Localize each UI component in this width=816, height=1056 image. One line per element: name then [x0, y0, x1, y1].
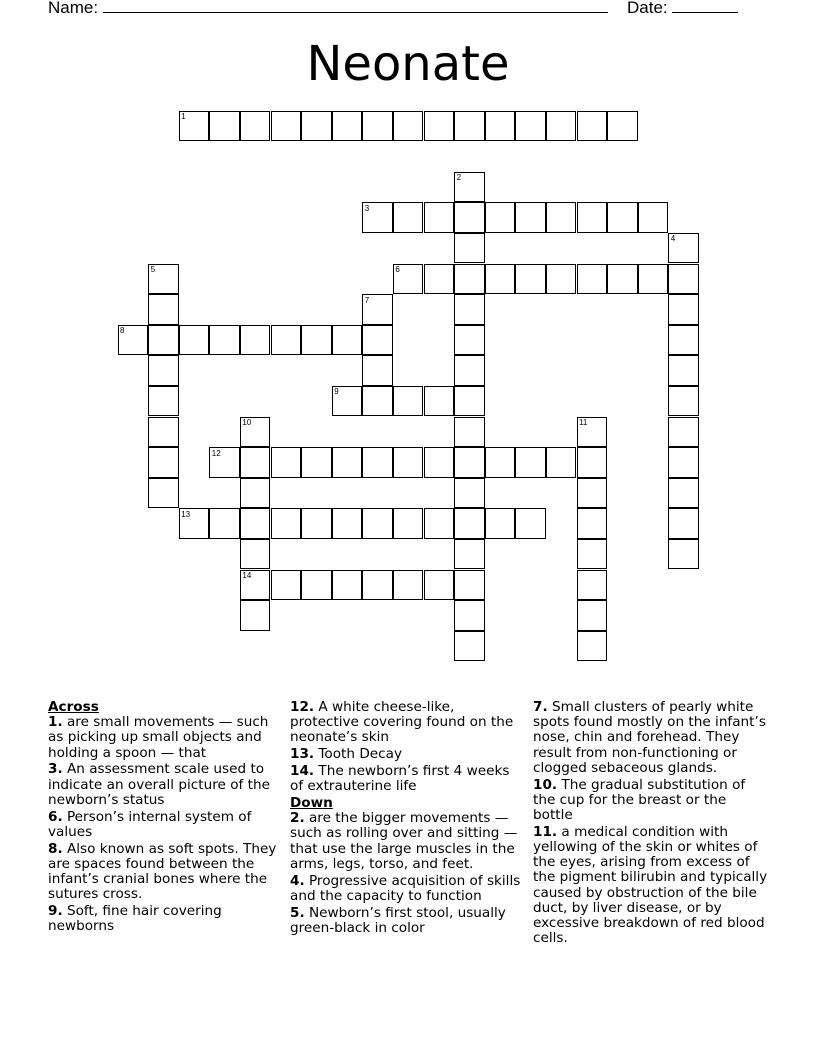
- grid-cell[interactable]: [209, 111, 240, 142]
- grid-cell[interactable]: [577, 600, 608, 631]
- grid-cell[interactable]: [148, 478, 179, 509]
- grid-cell[interactable]: [454, 478, 485, 509]
- grid-cell[interactable]: [240, 478, 271, 509]
- grid-cell[interactable]: [515, 447, 546, 478]
- grid-cell[interactable]: [271, 447, 302, 478]
- grid-cell[interactable]: [240, 325, 271, 356]
- grid-cell[interactable]: [332, 508, 363, 539]
- clue-number: 2: [456, 173, 462, 183]
- grid-cell[interactable]: [577, 570, 608, 601]
- grid-cell[interactable]: [362, 570, 393, 601]
- grid-cell[interactable]: [577, 264, 608, 295]
- grid-cell[interactable]: [148, 447, 179, 478]
- grid-cell[interactable]: [577, 478, 608, 509]
- grid-cell[interactable]: [424, 386, 455, 417]
- grid-cell[interactable]: [515, 508, 546, 539]
- grid-cell[interactable]: [424, 111, 455, 142]
- grid-cell[interactable]: [424, 570, 455, 601]
- across-clue-3: 3. An assessment scale used to indicate an overall picture of the newborn’s status: [48, 761, 270, 808]
- grid-cell[interactable]: [424, 447, 455, 478]
- clue-number: 11: [579, 418, 588, 427]
- grid-cell[interactable]: [577, 202, 608, 233]
- grid-cell[interactable]: [454, 233, 485, 264]
- grid-cell[interactable]: [454, 294, 485, 325]
- grid-cell[interactable]: [515, 202, 546, 233]
- clue-number: 3: [364, 203, 370, 213]
- grid-cell[interactable]: [393, 111, 424, 142]
- grid-cell[interactable]: [179, 325, 210, 356]
- grid-cell[interactable]: [546, 447, 577, 478]
- grid-cell[interactable]: [607, 202, 638, 233]
- puzzle-title: Neonate: [306, 36, 510, 92]
- grid-cell[interactable]: [454, 570, 485, 601]
- grid-cell[interactable]: [668, 447, 699, 478]
- down-clue-2: 2. are the bigger movements — such as rolling over and sitting — that use the large muscles in the arms, legs, torso, and feet.: [290, 810, 518, 872]
- across-clue-1: 1. are small movements — such as picking up small objects and holding a spoon — that: [48, 714, 269, 761]
- grid-cell[interactable]: [668, 355, 699, 386]
- down-clue-4: 4. Progressive acquisition of skills and the capacity to function: [290, 872, 521, 904]
- grid-cell[interactable]: [301, 447, 332, 478]
- across-heading: Across: [48, 699, 99, 715]
- grid-cell[interactable]: [148, 417, 179, 448]
- grid-cell[interactable]: [546, 202, 577, 233]
- clue-number: 5: [150, 265, 156, 274]
- grid-cell[interactable]: [454, 600, 485, 631]
- grid-cell[interactable]: [485, 111, 516, 142]
- across-clue-8: 8. Also known as soft spots. They are spaces found between the infant’s cranial bones where the sutures cross.: [48, 840, 277, 903]
- grid-cell[interactable]: [454, 386, 485, 417]
- date-label: Date:: [627, 0, 668, 17]
- grid-cell[interactable]: [301, 508, 332, 539]
- down-clue-5: 5. Newborn’s first stool, usually green-black in color: [290, 904, 506, 936]
- grid-cell[interactable]: [454, 202, 485, 233]
- across-clue-9: 9. Soft, fine hair covering newborns: [48, 903, 222, 935]
- grid-cell[interactable]: [424, 264, 455, 295]
- grid-cell[interactable]: [301, 570, 332, 601]
- grid-cell[interactable]: [515, 264, 546, 295]
- down-clue-11: 11. a medical condition with yellowing of the skin or whites of the eyes, arising from excess of the pigment bilirubin and typically caused by obstruction of the bile duct, by liver disease, or by excessive breakdown of red blood cells.: [533, 823, 768, 947]
- grid-cell[interactable]: [454, 355, 485, 386]
- grid-cell[interactable]: [424, 508, 455, 539]
- clue-number: 4: [670, 234, 676, 244]
- grid-cell[interactable]: [454, 111, 485, 142]
- clues-column-1: [48, 700, 282, 936]
- grid-cell[interactable]: [362, 386, 393, 417]
- grid-cell[interactable]: [454, 631, 485, 662]
- grid-cell[interactable]: [362, 355, 393, 386]
- grid-cell[interactable]: [668, 386, 699, 417]
- grid-cell[interactable]: [332, 325, 363, 356]
- grid-cell[interactable]: [393, 447, 424, 478]
- grid-cell[interactable]: [668, 294, 699, 325]
- grid-cell[interactable]: [362, 111, 393, 142]
- clue-number: 13: [181, 509, 191, 519]
- grid-cell[interactable]: [607, 264, 638, 295]
- grid-cell[interactable]: [577, 631, 608, 662]
- grid-cell[interactable]: [240, 111, 271, 142]
- grid-cell[interactable]: [240, 600, 271, 631]
- grid-cell[interactable]: [148, 325, 179, 356]
- grid-cell[interactable]: [668, 508, 699, 539]
- grid-cell[interactable]: [485, 508, 516, 539]
- down-clue-7: 7. Small clusters of pearly white spots found mostly on the infant’s nose, chin and forehead. They result from non-functioning or clogged sebaceous glands.: [533, 699, 766, 776]
- grid-cell[interactable]: [454, 325, 485, 356]
- across-clue-14: 14. The newborn’s first 4 weeks of extrauterine life: [290, 763, 510, 795]
- grid-cell[interactable]: [271, 111, 302, 142]
- clue-number: 10: [242, 418, 252, 427]
- clue-number: 8: [120, 326, 125, 336]
- grid-cell[interactable]: [332, 570, 363, 601]
- grid-cell[interactable]: [148, 386, 179, 417]
- grid-cell[interactable]: [577, 111, 608, 142]
- across-clue-6: 6. Person’s internal system of values: [48, 808, 252, 840]
- grid-cell[interactable]: [485, 264, 516, 295]
- grid-cell[interactable]: [607, 111, 638, 142]
- grid-cell[interactable]: [271, 508, 302, 539]
- grid-cell[interactable]: [332, 111, 363, 142]
- clue-number: 6: [395, 265, 400, 274]
- clues-column-3: [533, 700, 769, 948]
- grid-cell[interactable]: [668, 264, 699, 295]
- grid-cell[interactable]: [362, 325, 393, 356]
- grid-cell[interactable]: [393, 202, 424, 233]
- clue-number: 7: [364, 295, 370, 305]
- grid-cell[interactable]: [240, 539, 271, 570]
- down-clue-10: 10. The gradual substitution of the cup for the breast or the bottle: [533, 776, 746, 824]
- grid-cell[interactable]: [546, 111, 577, 142]
- clue-number: 1: [181, 112, 186, 121]
- grid-cell[interactable]: [638, 264, 669, 295]
- clue-number: 14: [242, 571, 252, 580]
- grid-cell[interactable]: [515, 111, 546, 142]
- grid-cell[interactable]: [393, 386, 424, 417]
- grid-cell[interactable]: [668, 478, 699, 509]
- grid-cell[interactable]: [454, 508, 485, 539]
- clue-number: 9: [334, 387, 339, 397]
- grid-cell[interactable]: [301, 325, 332, 356]
- grid-cell[interactable]: [148, 355, 179, 386]
- grid-cell[interactable]: [668, 325, 699, 356]
- grid-cell[interactable]: [454, 264, 485, 295]
- grid-cell[interactable]: [362, 447, 393, 478]
- grid-cell[interactable]: [454, 417, 485, 448]
- grid-cell[interactable]: [240, 447, 271, 478]
- grid-cell[interactable]: [209, 325, 240, 356]
- down-heading: Down: [290, 795, 333, 811]
- grid-cell[interactable]: [209, 508, 240, 539]
- grid-cell[interactable]: [240, 508, 271, 539]
- grid-cell[interactable]: [577, 447, 608, 478]
- across-clue-13: 13. Tooth Decay: [290, 746, 402, 763]
- grid-cell[interactable]: [301, 111, 332, 142]
- grid-cell[interactable]: [393, 570, 424, 601]
- grid-cell[interactable]: [424, 202, 455, 233]
- clue-number: 12: [211, 448, 221, 458]
- grid-cell[interactable]: [638, 202, 669, 233]
- grid-cell[interactable]: [485, 202, 516, 233]
- clues-column-2: [290, 700, 526, 938]
- grid-cell[interactable]: [485, 447, 516, 478]
- grid-cell[interactable]: [454, 447, 485, 478]
- grid-cell[interactable]: [577, 539, 608, 570]
- grid-cell[interactable]: [454, 539, 485, 570]
- grid-cell[interactable]: [546, 264, 577, 295]
- name-label: Name:: [48, 0, 99, 17]
- grid-cell[interactable]: [362, 508, 393, 539]
- grid-cell[interactable]: [332, 447, 363, 478]
- grid-cell[interactable]: [668, 539, 699, 570]
- grid-cell[interactable]: [271, 570, 302, 601]
- grid-cell[interactable]: [148, 294, 179, 325]
- grid-cell[interactable]: [577, 508, 608, 539]
- grid-cell[interactable]: [393, 508, 424, 539]
- across-clue-12: 12. A white cheese-like, protective covering found on the neonate’s skin: [290, 699, 514, 746]
- grid-cell[interactable]: [668, 417, 699, 448]
- grid-cell[interactable]: [271, 325, 302, 356]
